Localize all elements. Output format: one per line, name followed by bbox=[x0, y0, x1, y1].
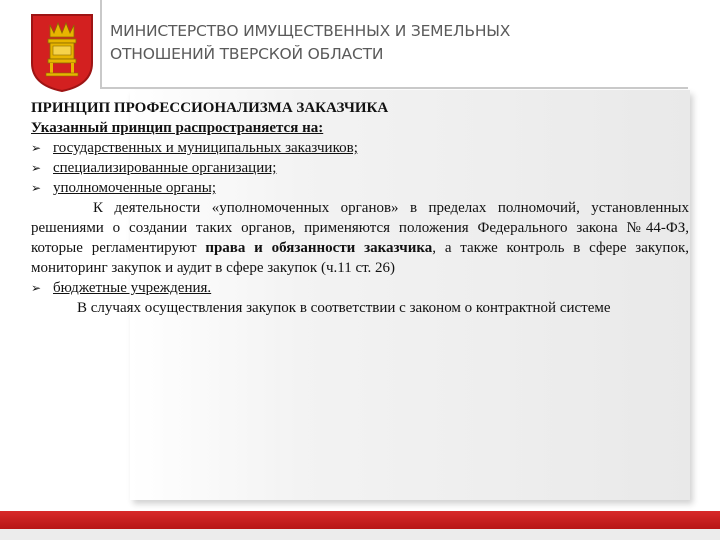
tver-coat-of-arms-icon bbox=[30, 13, 94, 93]
list-item-text: специализированные организации; bbox=[53, 160, 277, 176]
header-divider-horizontal bbox=[100, 87, 688, 89]
arrow-bullet-icon: ➢ bbox=[31, 281, 42, 295]
list-item-text: бюджетные учреждения. bbox=[53, 280, 212, 296]
arrow-bullet-icon: ➢ bbox=[31, 141, 42, 155]
list-item bbox=[31, 178, 689, 198]
arrow-bullet-icon: ➢ bbox=[31, 181, 42, 195]
footer-strip bbox=[0, 529, 720, 540]
section-heading: ПРИНЦИП ПРОФЕССИОНАЛИЗМА ЗАКАЗЧИКА bbox=[31, 100, 389, 116]
ministry-title bbox=[110, 20, 610, 66]
paragraph-text-end: , а также контроль в сфере закупок, мониторинг закупок и аудит в сфере закупок (ч.11 ст. 26) bbox=[31, 240, 689, 276]
ministry-title-line-2: ОТНОШЕНИЙ ТВЕРСКОЙ ОБЛАСТИ bbox=[110, 45, 384, 63]
slide-content bbox=[31, 98, 689, 318]
budget-institutions-paragraph: В случаях осуществления закупок в соответствии с законом о контрактной системе bbox=[77, 300, 611, 316]
paragraph-text-start: К деятельности «уполномоченных органов» в пределах полномочий, установленных решениями о создании таких органов, применяются положения Федерального закона №44-ФЗ, которые регламентируют bbox=[31, 200, 689, 256]
list-item bbox=[31, 138, 689, 158]
ministry-title-line-1: МИНИСТЕРСТВО ИМУЩЕСТВЕННЫХ И ЗЕМЕЛЬНЫХ bbox=[110, 22, 511, 40]
authorized-bodies-paragraph bbox=[31, 198, 689, 278]
list-item-text: уполномоченные органы; bbox=[53, 180, 216, 196]
list-item bbox=[31, 278, 689, 298]
section-subheading: Указанный принцип распространяется на: bbox=[31, 120, 324, 136]
paragraph-bold-text: права и обязанности заказчика bbox=[205, 240, 433, 256]
list-item-text: государственных и муниципальных заказчиков; bbox=[53, 140, 358, 156]
list-item bbox=[31, 158, 689, 178]
arrow-bullet-icon: ➢ bbox=[31, 161, 42, 175]
header-divider-vertical bbox=[100, 0, 102, 88]
footer-red-bar bbox=[0, 511, 720, 529]
